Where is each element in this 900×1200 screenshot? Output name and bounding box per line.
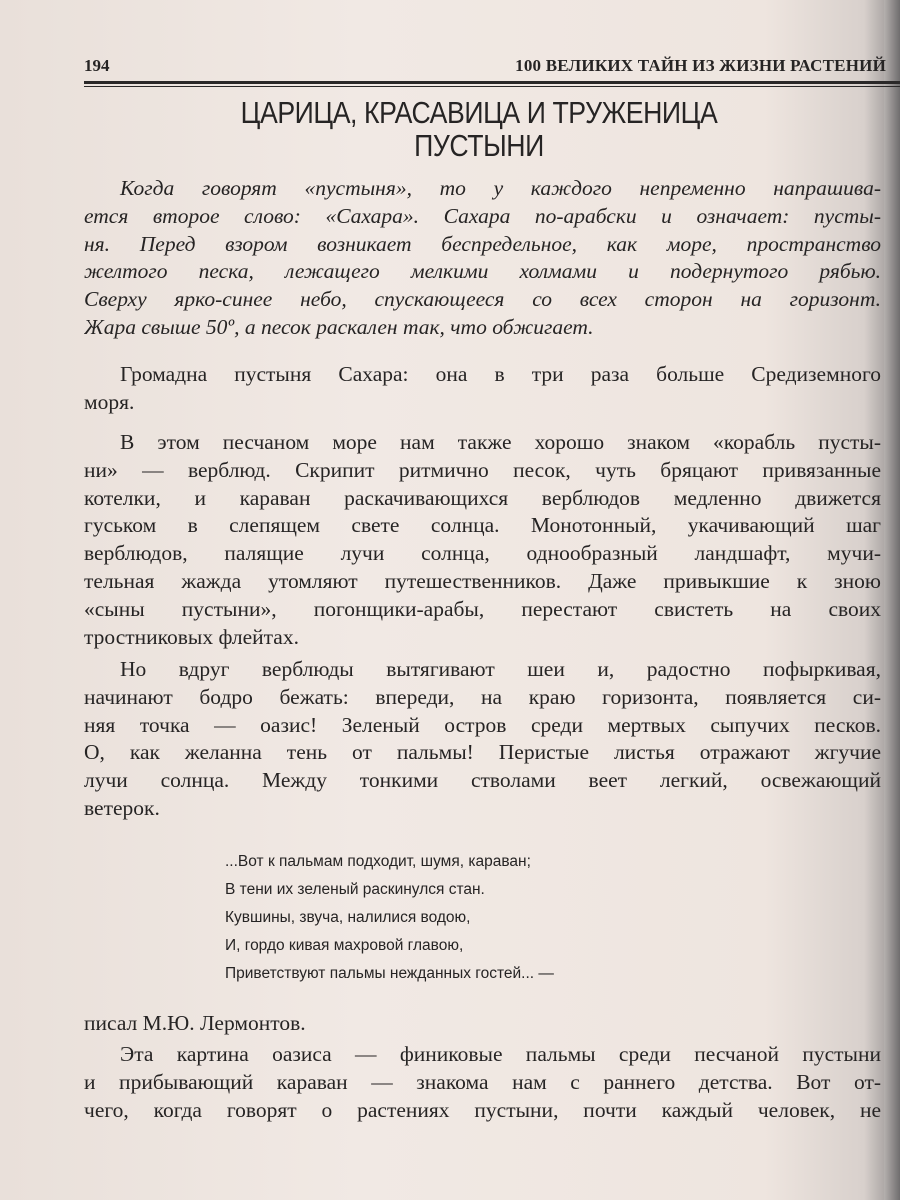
text-line: чего, когда говорят о растениях пустыни, почти каждый человек, не <box>84 1097 881 1122</box>
text-line: верблюдов, палящие лучи солнца, однообразный ландшафт, мучи- <box>84 541 881 566</box>
text-line: желтого песка, лежащего мелкими холмами и подернутого рябью. <box>84 259 881 284</box>
text-line: тельная жажда утомляют путешественников. Даже привыкшие к зною <box>84 568 881 593</box>
chapter-title <box>139 96 818 162</box>
running-title: 100 ВЕЛИКИХ ТАЙН ИЗ ЖИЗНИ РАСТЕНИЙ <box>515 56 886 75</box>
paragraph <box>84 1041 881 1124</box>
header-rule-thin <box>84 86 900 87</box>
poem-line: Приветствуют пальмы нежданных гостей... — <box>225 965 554 982</box>
paragraph <box>84 361 881 417</box>
poem-line: Кувшины, звуча, налилися водою, <box>225 909 471 926</box>
paragraph <box>84 429 881 651</box>
running-header <box>84 56 886 80</box>
attribution <box>84 1010 881 1038</box>
poem-line: В тени их зеленый раскинулся стан. <box>225 881 485 898</box>
text-line: ется второе слово: «Сахара». Сахара по-арабски и означает: пусты- <box>84 203 881 228</box>
text-line: моря. <box>84 389 135 414</box>
text-line: и прибывающий караван — знакома нам с раннего детства. Вот от- <box>84 1069 881 1094</box>
text-line: гуськом в слепящем свете солнца. Монотонный, укачивающий шаг <box>84 513 881 538</box>
text-line: тростниковых флейтах. <box>84 624 299 649</box>
text-line: Сверху ярко-синее небо, спускающееся со всех сторон на горизонт. <box>84 287 881 312</box>
text-line: Но вдруг верблюды вытягивают шеи и, радостно пофыркивая, <box>120 657 881 681</box>
poem-line: ...Вот к пальмам подходит, шумя, караван; <box>225 853 531 870</box>
text-line: начинают бодро бежать: впереди, на краю горизонта, появляется си- <box>84 684 881 709</box>
text-line: Когда говорят «пустыня», то у каждого непременно напрашива- <box>120 176 881 200</box>
book-edge <box>884 0 900 1200</box>
poem-quote <box>225 848 554 988</box>
intro-paragraph <box>84 175 881 342</box>
text-line: Эта картина оазиса — финиковые пальмы среди песчаной пустыни <box>120 1042 881 1066</box>
attribution-line: писал М.Ю. Лермонтов. <box>84 1011 306 1035</box>
text-line: лучи солнца. Между тонкими стволами веет легкий, освежающий <box>84 768 881 793</box>
text-line: В этом песчаном море нам также хорошо знаком «корабль пусты- <box>120 430 881 454</box>
text-line: О, как желанна тень от пальмы! Перистые листья отражают жгучие <box>84 740 881 765</box>
text-line: ня. Перед взором возникает беспредельное, как море, пространство <box>84 231 881 256</box>
text-line: ни» — верблюд. Скрипит ритмично песок, чуть бряцают привязанные <box>84 457 881 482</box>
text-line: Громадна пустыня Сахара: она в три раза больше Средиземного <box>120 362 881 386</box>
text-line: «сыны пустыни», погонщики-арабы, перестают свистеть на своих <box>84 596 881 621</box>
page-number: 194 <box>84 56 110 75</box>
header-rule <box>84 81 900 84</box>
title-line: ЦАРИЦА, КРАСАВИЦА И ТРУЖЕНИЦА <box>240 95 718 130</box>
text-line: Жара свыше 50º, а песок раскален так, что обжигает. <box>84 314 594 339</box>
poem-line: И, гордо кивая махровой главою, <box>225 937 464 954</box>
text-line: ветерок. <box>84 795 160 820</box>
paragraph <box>84 656 881 823</box>
text-line: котелки, и караван раскачивающихся верблюдов медленно движется <box>84 485 881 510</box>
text-line: няя точка — оазис! Зеленый остров среди мертвых сыпучих песков. <box>84 712 881 737</box>
title-line: ПУСТЫНИ <box>414 128 544 163</box>
